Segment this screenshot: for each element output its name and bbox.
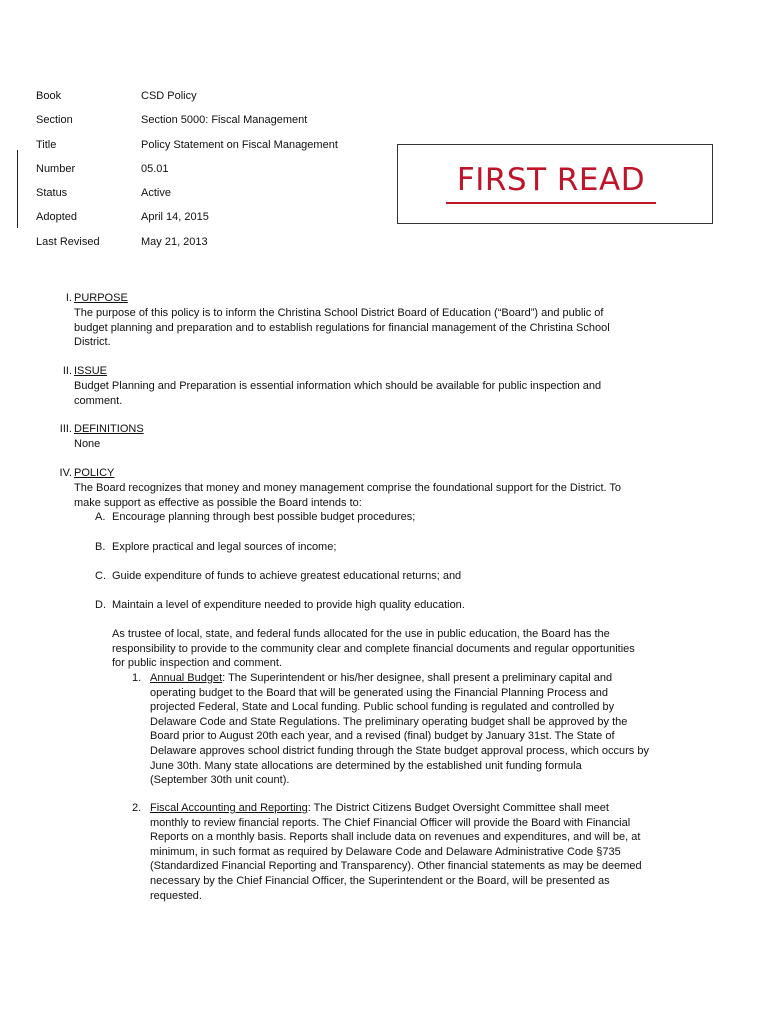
meta-label: Title <box>36 138 57 151</box>
section-title: DEFINITIONS <box>74 423 144 435</box>
numbered-body <box>150 671 730 788</box>
section-paragraph <box>74 379 724 408</box>
meta-value: April 14, 2015 <box>141 211 209 224</box>
list-text: Encourage planning through best possible budget procedures; <box>112 511 416 523</box>
list-item <box>95 598 715 613</box>
meta-row-number <box>36 160 396 184</box>
paragraph-line: budget planning and preparation and to establish regulations for financial management of the Christina School <box>74 321 610 334</box>
paragraph-line: Board prior to August 20th each year, and a revised (final) budget by January 31st. The State of <box>150 730 615 743</box>
section-title: POLICY <box>74 467 115 479</box>
meta-row-section <box>36 111 396 135</box>
list-item <box>95 540 715 555</box>
stamp-underline <box>446 202 656 204</box>
paragraph-line: As trustee of local, state, and federal funds allocated for the use in public education, the Board has the <box>112 628 610 640</box>
paragraph-line: Delaware Code and State Regulations. The preliminary operating budget shall be approved by the <box>150 715 628 728</box>
meta-row-title <box>36 136 396 160</box>
section-title: ISSUE <box>74 365 108 377</box>
list-item <box>95 510 715 525</box>
meta-value: May 21, 2013 <box>141 235 208 248</box>
paragraph-line: (Standardized Financial Reporting and Transparency). Other financial statements as may be deemed <box>150 860 642 873</box>
list-text: Guide expenditure of funds to achieve greatest educational returns; and <box>112 570 462 582</box>
paragraph-line: (September 30th unit count). <box>150 774 290 787</box>
meta-label: Adopted <box>36 211 77 224</box>
section-number: I. <box>65 292 72 304</box>
list-item <box>95 569 715 584</box>
first-read-stamp <box>397 144 713 224</box>
paragraph-line: for public inspection and comment. <box>112 657 282 670</box>
list-marker: B. <box>95 541 106 553</box>
paragraph-line: minimum, in such format as required by Delaware Code and Delaware Administrative Code §735 <box>150 845 621 858</box>
paragraph-line <box>150 671 730 686</box>
policy-metadata <box>36 87 396 257</box>
paragraph-line: necessary by the Chief Financial Officer, the Superintendent or the Board, will be presented as <box>150 874 610 887</box>
list-marker: C. <box>95 570 106 582</box>
meta-label: Section <box>36 114 73 127</box>
trustee-paragraph <box>112 627 724 671</box>
meta-label: Status <box>36 187 68 200</box>
meta-row-adopted <box>36 208 396 232</box>
section-number: II. <box>62 365 72 377</box>
list-text: Explore practical and legal sources of income; <box>112 541 337 553</box>
paragraph-line: District. <box>74 336 111 349</box>
meta-value: Active <box>141 187 171 200</box>
section-title: PURPOSE <box>74 292 128 304</box>
paragraph-line: make support as effective as possible the Board intends to: <box>74 496 362 509</box>
list-marker: A. <box>95 511 106 523</box>
numbered-marker: 2. <box>132 802 142 814</box>
paragraph-line: comment. <box>74 394 123 407</box>
paragraph-line: Reports on a monthly basis. Reports shall include data on revenues and expenditures, and will be, at <box>150 831 641 844</box>
paragraph-line: requested. <box>150 889 202 902</box>
item-first-line: : The Superintendent or his/her designee, shall present a preliminary capital and <box>222 672 613 684</box>
meta-value: Policy Statement on Fiscal Management <box>141 138 338 151</box>
section-paragraph <box>74 306 724 350</box>
paragraph-line <box>150 801 730 816</box>
meta-row-book <box>36 87 396 111</box>
numbered-body <box>150 801 730 903</box>
item-first-line: : The District Citizens Budget Oversight Committee shall meet <box>307 802 609 814</box>
list-marker: D. <box>95 599 106 611</box>
paragraph-line: June 30th. Many state allocations are determined by the established unit funding formula <box>150 759 582 772</box>
section-number: IV. <box>59 467 72 479</box>
meta-value: CSD Policy <box>141 90 197 102</box>
numbered-marker: 1. <box>132 672 142 684</box>
item-heading: Fiscal Accounting and Reporting <box>150 802 308 814</box>
paragraph-line: The Board recognizes that money and money management comprise the foundational support for the District. To <box>74 482 622 494</box>
paragraph-line: responsibility to provide to the community clear and complete financial documents and regular opportunities <box>112 642 635 655</box>
stamp-text: FIRST READ <box>456 162 646 198</box>
section-paragraph <box>74 437 724 452</box>
meta-label: Book <box>36 90 62 102</box>
meta-row-status <box>36 184 396 208</box>
paragraph-line: operating budget to the Board that will be generated using the Financial Planning Process and <box>150 686 609 699</box>
paragraph-line: monthly to review financial reports. The Chief Financial Officer will provide the Board with Financial <box>150 816 631 829</box>
meta-label: Last Revised <box>36 235 100 248</box>
meta-label: Number <box>36 162 76 175</box>
meta-value: Section 5000: Fiscal Management <box>141 114 308 127</box>
section-number: III. <box>59 423 72 435</box>
revision-change-bar <box>17 150 18 228</box>
paragraph-line: Delaware approves school district funding through the State budget approval process, which occurs by <box>150 744 649 757</box>
paragraph-line: projected Federal, State and Local funding. Public school funding is regulated and controlled by <box>150 701 615 714</box>
list-text: Maintain a level of expenditure needed to provide high quality education. <box>112 599 465 611</box>
paragraph-line: None <box>74 438 101 450</box>
section-paragraph <box>74 481 724 510</box>
paragraph-line: The purpose of this policy is to inform the Christina School District Board of Education (“Board”) and public of <box>74 307 604 319</box>
meta-row-last-revised <box>36 233 396 257</box>
paragraph-line: Budget Planning and Preparation is essential information which should be available for public inspection and <box>74 380 602 392</box>
meta-value: 05.01 <box>141 162 169 175</box>
item-heading: Annual Budget <box>150 672 223 684</box>
